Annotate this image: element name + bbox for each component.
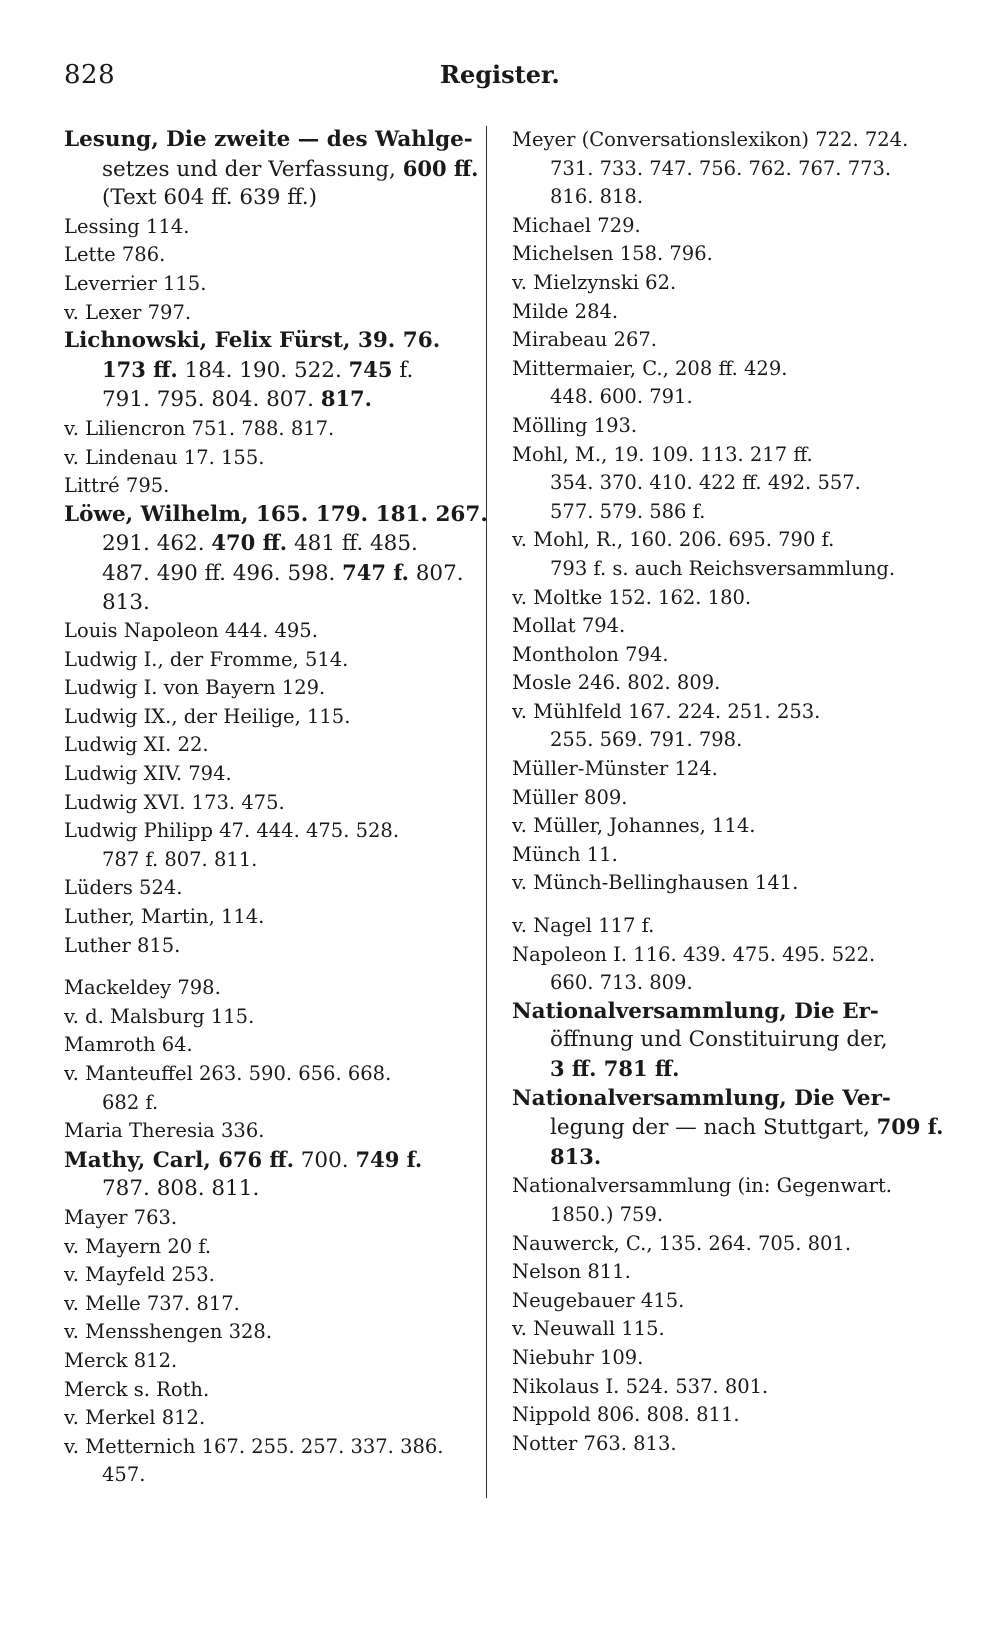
index-text: 813. — [102, 589, 150, 615]
index-text: v. Mayfeld 253. — [64, 1263, 215, 1287]
index-entry-line — [512, 526, 932, 555]
index-entry — [64, 674, 466, 703]
index-text: 481 ff. 485. — [287, 531, 418, 557]
index-entry-line — [64, 213, 466, 242]
index-text: 1850.) 759. — [550, 1202, 664, 1226]
index-entry — [64, 617, 466, 646]
index-entry-continuation — [64, 529, 466, 559]
index-entry — [64, 932, 466, 961]
index-text: v. Neuwall 115. — [512, 1317, 665, 1341]
index-entry — [64, 472, 466, 501]
index-text: (Text 604 ff. 639 ff.) — [102, 185, 318, 211]
index-text: 487. 490 ff. 496. 598. — [102, 560, 343, 586]
index-entry — [64, 241, 466, 270]
index-entry — [64, 646, 466, 675]
index-text: 700. — [293, 1147, 356, 1173]
index-entry — [64, 1233, 466, 1262]
index-entry — [512, 1085, 944, 1173]
index-text: Ludwig XVI. 173. 475. — [64, 790, 285, 814]
index-entry-continuation — [512, 498, 932, 527]
index-text: Mathy, Carl, — [64, 1147, 219, 1173]
index-text: f. — [392, 357, 414, 383]
index-text: Notter 763. 813. — [512, 1431, 677, 1455]
index-entry — [512, 869, 932, 898]
index-entry — [64, 1404, 466, 1433]
index-text: Ludwig I., der Fromme, 514. — [64, 647, 349, 671]
index-entry-line — [512, 1373, 932, 1402]
index-text: v. Melle 737. 817. — [64, 1291, 240, 1315]
index-entry-line — [64, 1318, 466, 1347]
index-entry-continuation — [64, 846, 466, 875]
index-entry — [512, 784, 932, 813]
index-entry-line — [512, 412, 932, 441]
index-entry-continuation — [512, 969, 932, 998]
index-text: Nauwerck, C., 135. 264. 705. 801. — [512, 1231, 852, 1255]
index-text: Mosle 246. 802. 809. — [512, 671, 721, 695]
index-text: 255. 569. 791. 798. — [550, 728, 743, 752]
index-entry — [512, 298, 932, 327]
index-text: Mollat 794. — [512, 614, 626, 638]
index-text: Ludwig XI. 22. — [64, 733, 209, 757]
index-entry — [64, 270, 466, 299]
page-reference-main: 747 f. — [342, 559, 409, 585]
index-entry — [64, 1003, 466, 1032]
index-entry — [64, 1146, 466, 1204]
index-entry — [64, 760, 466, 789]
index-entry — [64, 703, 466, 732]
index-text: v. Münch-Bellinghausen 141. — [512, 871, 799, 895]
index-entry-line — [64, 731, 466, 760]
index-text: legung der — nach Stuttgart, — [550, 1115, 877, 1141]
index-entry — [64, 1376, 466, 1405]
index-entry-line — [64, 1204, 466, 1233]
index-entry-line — [512, 784, 932, 813]
index-text: 816. 818. — [550, 185, 644, 209]
index-entry-continuation — [64, 155, 479, 185]
index-text: Mohl, M., 19. 109. 113. 217 ff. — [512, 442, 813, 466]
index-entry — [64, 874, 466, 903]
index-entry-line — [512, 669, 932, 698]
index-entry — [512, 841, 932, 870]
index-entry — [64, 213, 466, 242]
index-entry-line — [512, 641, 932, 670]
index-entry — [64, 126, 479, 213]
index-entry-line — [512, 941, 932, 970]
index-text: Müller-Münster 124. — [512, 757, 718, 781]
page-reference-main: 709 f. — [876, 1114, 944, 1140]
index-entry-line — [64, 974, 466, 1003]
page-reference-main: 817. — [320, 386, 372, 412]
index-text: Mittermaier, C., 208 ff. 429. — [512, 356, 788, 380]
index-text: Merck 812. — [64, 1348, 178, 1372]
index-entry — [64, 1261, 466, 1290]
index-text: v. Merkel 812. — [64, 1406, 206, 1430]
index-entry-continuation — [64, 184, 466, 213]
index-text: Merck s. Roth. — [64, 1377, 210, 1401]
index-text: Montholon 794. — [512, 642, 669, 666]
index-entry-line — [64, 874, 466, 903]
index-entry-line — [512, 355, 932, 384]
index-text: 291. 462. — [102, 531, 212, 557]
index-text: Müller 809. — [512, 785, 628, 809]
index-entry-line — [512, 998, 932, 1027]
index-entry-line — [64, 126, 473, 155]
index-entry-line — [64, 472, 466, 501]
index-entry — [512, 669, 932, 698]
index-entry-line — [64, 1146, 466, 1176]
index-entry-line — [64, 903, 466, 932]
index-entry-line — [512, 240, 932, 269]
index-entry-line — [512, 441, 932, 470]
index-entry-line — [512, 1287, 932, 1316]
index-entry-line — [512, 584, 932, 613]
index-entry — [512, 912, 932, 941]
index-text: Löwe, Wilhelm, 165. 179. 181. 267. — [64, 501, 488, 527]
index-text: v. d. Malsburg 115. — [64, 1004, 255, 1028]
index-entry-line — [64, 1031, 466, 1060]
index-text: 682 f. — [102, 1090, 159, 1114]
index-text: Michael 729. — [512, 213, 641, 237]
index-text: 660. 713. 809. — [550, 971, 693, 995]
index-text: öffnung und Constituirung der, — [550, 1027, 888, 1053]
index-entry-continuation — [512, 183, 932, 212]
index-text: v. Lindenau 17. 155. — [64, 445, 265, 469]
index-entry — [64, 299, 466, 328]
index-text: Ludwig XIV. 794. — [64, 762, 232, 786]
index-entry-continuation — [512, 383, 932, 412]
index-entry — [64, 1204, 466, 1233]
index-entry-continuation — [64, 1175, 466, 1204]
index-entry-line — [512, 698, 932, 727]
index-entry — [512, 641, 932, 670]
index-entry — [512, 941, 932, 998]
index-entry — [64, 1031, 466, 1060]
index-text: Nationalversammlung, Die Ver- — [512, 1085, 891, 1111]
index-text: Maria Theresia 336. — [64, 1119, 265, 1143]
index-text: Lesung, Die zweite — des Wahlge- — [64, 127, 473, 152]
index-text: Luther, Martin, 114. — [64, 905, 265, 929]
index-entry — [512, 1258, 932, 1287]
index-text: Michelsen 158. 796. — [512, 242, 713, 266]
index-text: Luther 815. — [64, 933, 181, 957]
index-entry-line — [64, 501, 488, 530]
index-text: Ludwig IX., der Heilige, 115. — [64, 704, 351, 728]
index-entry — [512, 1287, 932, 1316]
index-column-right — [512, 126, 944, 1458]
index-entry-line — [64, 817, 466, 846]
index-entry — [512, 755, 932, 784]
index-entry-continuation — [64, 559, 466, 589]
index-text: v. Mielzynski 62. — [512, 270, 677, 294]
index-text: v. Metternich 167. 255. 257. 337. 386. — [64, 1434, 444, 1458]
index-entry — [512, 998, 932, 1085]
index-text: setzes und der Verfassung, — [102, 156, 403, 182]
index-entry — [512, 126, 932, 212]
index-entry-line — [64, 932, 466, 961]
index-entry-continuation — [512, 1113, 944, 1143]
index-text: Meyer (Conversationslexikon) 722. 724. — [512, 128, 909, 151]
index-text: Mackeldey 798. — [64, 976, 221, 1000]
index-entry-line — [64, 444, 466, 473]
index-entry-line — [512, 326, 932, 355]
index-entry — [64, 444, 466, 473]
index-entry-continuation — [512, 726, 932, 755]
index-entry-line — [64, 415, 466, 444]
index-text: Littré 795. — [64, 474, 170, 498]
index-text: Neugebauer 415. — [512, 1288, 685, 1312]
index-text: 787 f. 807. 811. — [102, 847, 258, 871]
index-entry-continuation — [64, 356, 466, 386]
index-text: v. Mayern 20 f. — [64, 1234, 212, 1258]
index-entry — [64, 1060, 466, 1117]
index-entry — [512, 1344, 932, 1373]
index-text: v. Lexer 797. — [64, 300, 192, 324]
index-entry-line — [64, 327, 466, 356]
index-text: v. Moltke 152. 162. 180. — [512, 585, 752, 609]
index-text: Nelson 811. — [512, 1260, 631, 1284]
index-entry-line — [512, 812, 932, 841]
index-entry-line — [512, 841, 932, 870]
index-entry-continuation — [512, 155, 932, 184]
index-entry-continuation — [512, 1143, 932, 1173]
index-text: v. Müller, Johannes, 114. — [512, 814, 756, 838]
index-text: Mirabeau 267. — [512, 328, 657, 352]
index-entry-line — [64, 1003, 466, 1032]
index-entry — [64, 1290, 466, 1319]
index-entry-line — [512, 269, 932, 298]
index-entry-line — [64, 1060, 466, 1089]
index-entry-line — [512, 1085, 932, 1114]
index-entry-line — [512, 1315, 932, 1344]
page-reference-main: 749 f. — [355, 1146, 423, 1172]
index-text: Ludwig Philipp 47. 444. 475. 528. — [64, 819, 400, 843]
index-entry-line — [64, 1290, 466, 1319]
index-text: Lüders 524. — [64, 876, 183, 900]
index-entry — [512, 1315, 932, 1344]
index-entry — [512, 326, 932, 355]
page-reference-main: 173 ff. — [102, 356, 178, 382]
page-number: 828 — [64, 60, 116, 90]
index-entry — [512, 584, 932, 613]
index-text: Nationalversammlung, Die Er- — [512, 998, 879, 1024]
index-entry-line — [512, 1172, 932, 1201]
index-text: Mölling 193. — [512, 413, 638, 437]
index-entry — [64, 789, 466, 818]
index-text: 791. 795. 804. 807. — [102, 387, 321, 413]
index-entry — [512, 412, 932, 441]
index-entry-line — [512, 1344, 932, 1373]
index-text: Mayer 763. — [64, 1205, 178, 1229]
index-text: Nikolaus I. 524. 537. 801. — [512, 1374, 769, 1398]
index-entry-line — [64, 1376, 466, 1405]
index-entry — [512, 269, 932, 298]
index-text: v. Mohl, R., 160. 206. 695. 790 f. — [512, 528, 835, 552]
index-entry-line — [512, 1401, 932, 1430]
index-text: 793 f. s. auch Reichsversammlung. — [550, 556, 896, 580]
index-text: Lette 786. — [64, 243, 166, 267]
index-text: v. Mensshengen 328. — [64, 1320, 273, 1344]
index-text: Nippold 806. 808. 811. — [512, 1403, 740, 1427]
index-text: Leverrier 115. — [64, 271, 207, 295]
index-entry-line — [64, 1433, 466, 1462]
index-text: 577. 579. 586 f. — [550, 499, 706, 523]
index-text: v. Manteuffel 263. 590. 656. 668. — [64, 1062, 392, 1085]
index-entry-continuation — [64, 1089, 466, 1118]
index-entry — [512, 441, 932, 527]
index-entry — [64, 1347, 466, 1376]
index-entry-line — [512, 126, 932, 155]
index-text: Lessing 114. — [64, 214, 190, 238]
index-entry-line — [64, 299, 466, 328]
page-reference-main: 813. — [550, 1143, 602, 1169]
index-entry-line — [64, 703, 466, 732]
index-text: Milde 284. — [512, 299, 619, 323]
index-entry-line — [512, 1230, 932, 1259]
index-entry — [64, 1433, 466, 1490]
index-entry-line — [512, 1430, 932, 1459]
index-text: 184. 190. 522. — [177, 357, 349, 383]
index-entry — [512, 1230, 932, 1259]
index-entry-line — [64, 1261, 466, 1290]
page-reference-main: 745 — [348, 356, 393, 382]
index-entry-line — [64, 1117, 466, 1146]
index-entry-line — [512, 912, 932, 941]
index-text: Louis Napoleon 444. 495. — [64, 619, 318, 643]
index-entry — [64, 903, 466, 932]
index-entry — [64, 327, 466, 415]
index-entry-line — [64, 674, 466, 703]
index-text: Napoleon I. 116. 439. 475. 495. 522. — [512, 942, 876, 966]
index-text: 448. 600. 791. — [550, 385, 693, 409]
index-entry-line — [64, 617, 466, 646]
index-entry-continuation — [512, 469, 932, 498]
index-text: Ludwig I. von Bayern 129. — [64, 676, 326, 700]
page-reference-main: 676 ff. — [218, 1146, 294, 1172]
page-reference-main: 600 ff. — [402, 155, 479, 181]
index-entry-line — [64, 1233, 466, 1262]
index-entry-line — [64, 1404, 466, 1433]
index-entry — [512, 612, 932, 641]
page-reference-main: 470 ff. — [211, 530, 288, 556]
index-entry-line — [64, 1347, 466, 1376]
index-entry — [512, 212, 932, 241]
index-entry — [512, 526, 932, 583]
index-text: Lichnowski, Felix Fürst, 39. 76. — [64, 328, 441, 354]
index-text: 354. 370. 410. 422 ff. 492. 557. — [550, 471, 861, 495]
index-entry — [64, 817, 466, 874]
index-entry-continuation — [64, 589, 466, 618]
index-text: 787. 808. 811. — [102, 1176, 260, 1202]
index-entry — [512, 812, 932, 841]
index-entry — [64, 415, 466, 444]
page-reference-main: 3 ff. 781 ff. — [550, 1056, 680, 1081]
index-text: 807. — [408, 560, 464, 586]
index-entry-line — [512, 869, 932, 898]
index-entry-line — [64, 789, 466, 818]
index-entry-continuation — [64, 385, 466, 415]
index-entry-line — [512, 612, 932, 641]
index-entry — [512, 1373, 932, 1402]
index-text: 457. — [102, 1463, 146, 1487]
index-entry-continuation — [64, 1461, 466, 1490]
index-entry-line — [512, 755, 932, 784]
index-column-left — [64, 126, 488, 1490]
index-entry-line — [512, 212, 932, 241]
index-entry-line — [64, 241, 466, 270]
index-text: Münch 11. — [512, 842, 618, 866]
index-text: Nationalversammlung (in: Gegenwart. — [512, 1174, 892, 1198]
index-entry — [512, 240, 932, 269]
index-entry — [512, 698, 932, 755]
index-text: v. Mühlfeld 167. 224. 251. 253. — [512, 699, 821, 723]
index-entry — [512, 1430, 932, 1459]
index-entry-continuation — [512, 1055, 932, 1085]
index-entry — [64, 1117, 466, 1146]
index-text: Niebuhr 109. — [512, 1345, 644, 1369]
index-entry — [64, 1318, 466, 1347]
index-entry-line — [512, 1258, 932, 1287]
index-text: v. Liliencron 751. 788. 817. — [64, 416, 335, 440]
index-entry-continuation — [512, 555, 932, 584]
index-entry-line — [64, 646, 466, 675]
index-entry — [64, 731, 466, 760]
index-entry — [512, 355, 932, 412]
running-title: Register. — [440, 60, 560, 89]
index-text: v. Nagel 117 f. — [512, 914, 655, 938]
index-entry — [512, 1172, 932, 1229]
column-divider — [486, 126, 487, 1498]
index-entry — [64, 501, 488, 617]
index-entry — [64, 974, 466, 1003]
index-entry — [512, 1401, 932, 1430]
index-entry-line — [64, 760, 466, 789]
index-text: 731. 733. 747. 756. 762. 767. 773. — [550, 156, 892, 180]
index-entry-continuation — [512, 1026, 932, 1055]
index-entry-continuation — [512, 1201, 932, 1230]
index-text: Mamroth 64. — [64, 1033, 193, 1057]
index-entry-line — [512, 298, 932, 327]
index-entry-line — [64, 270, 466, 299]
